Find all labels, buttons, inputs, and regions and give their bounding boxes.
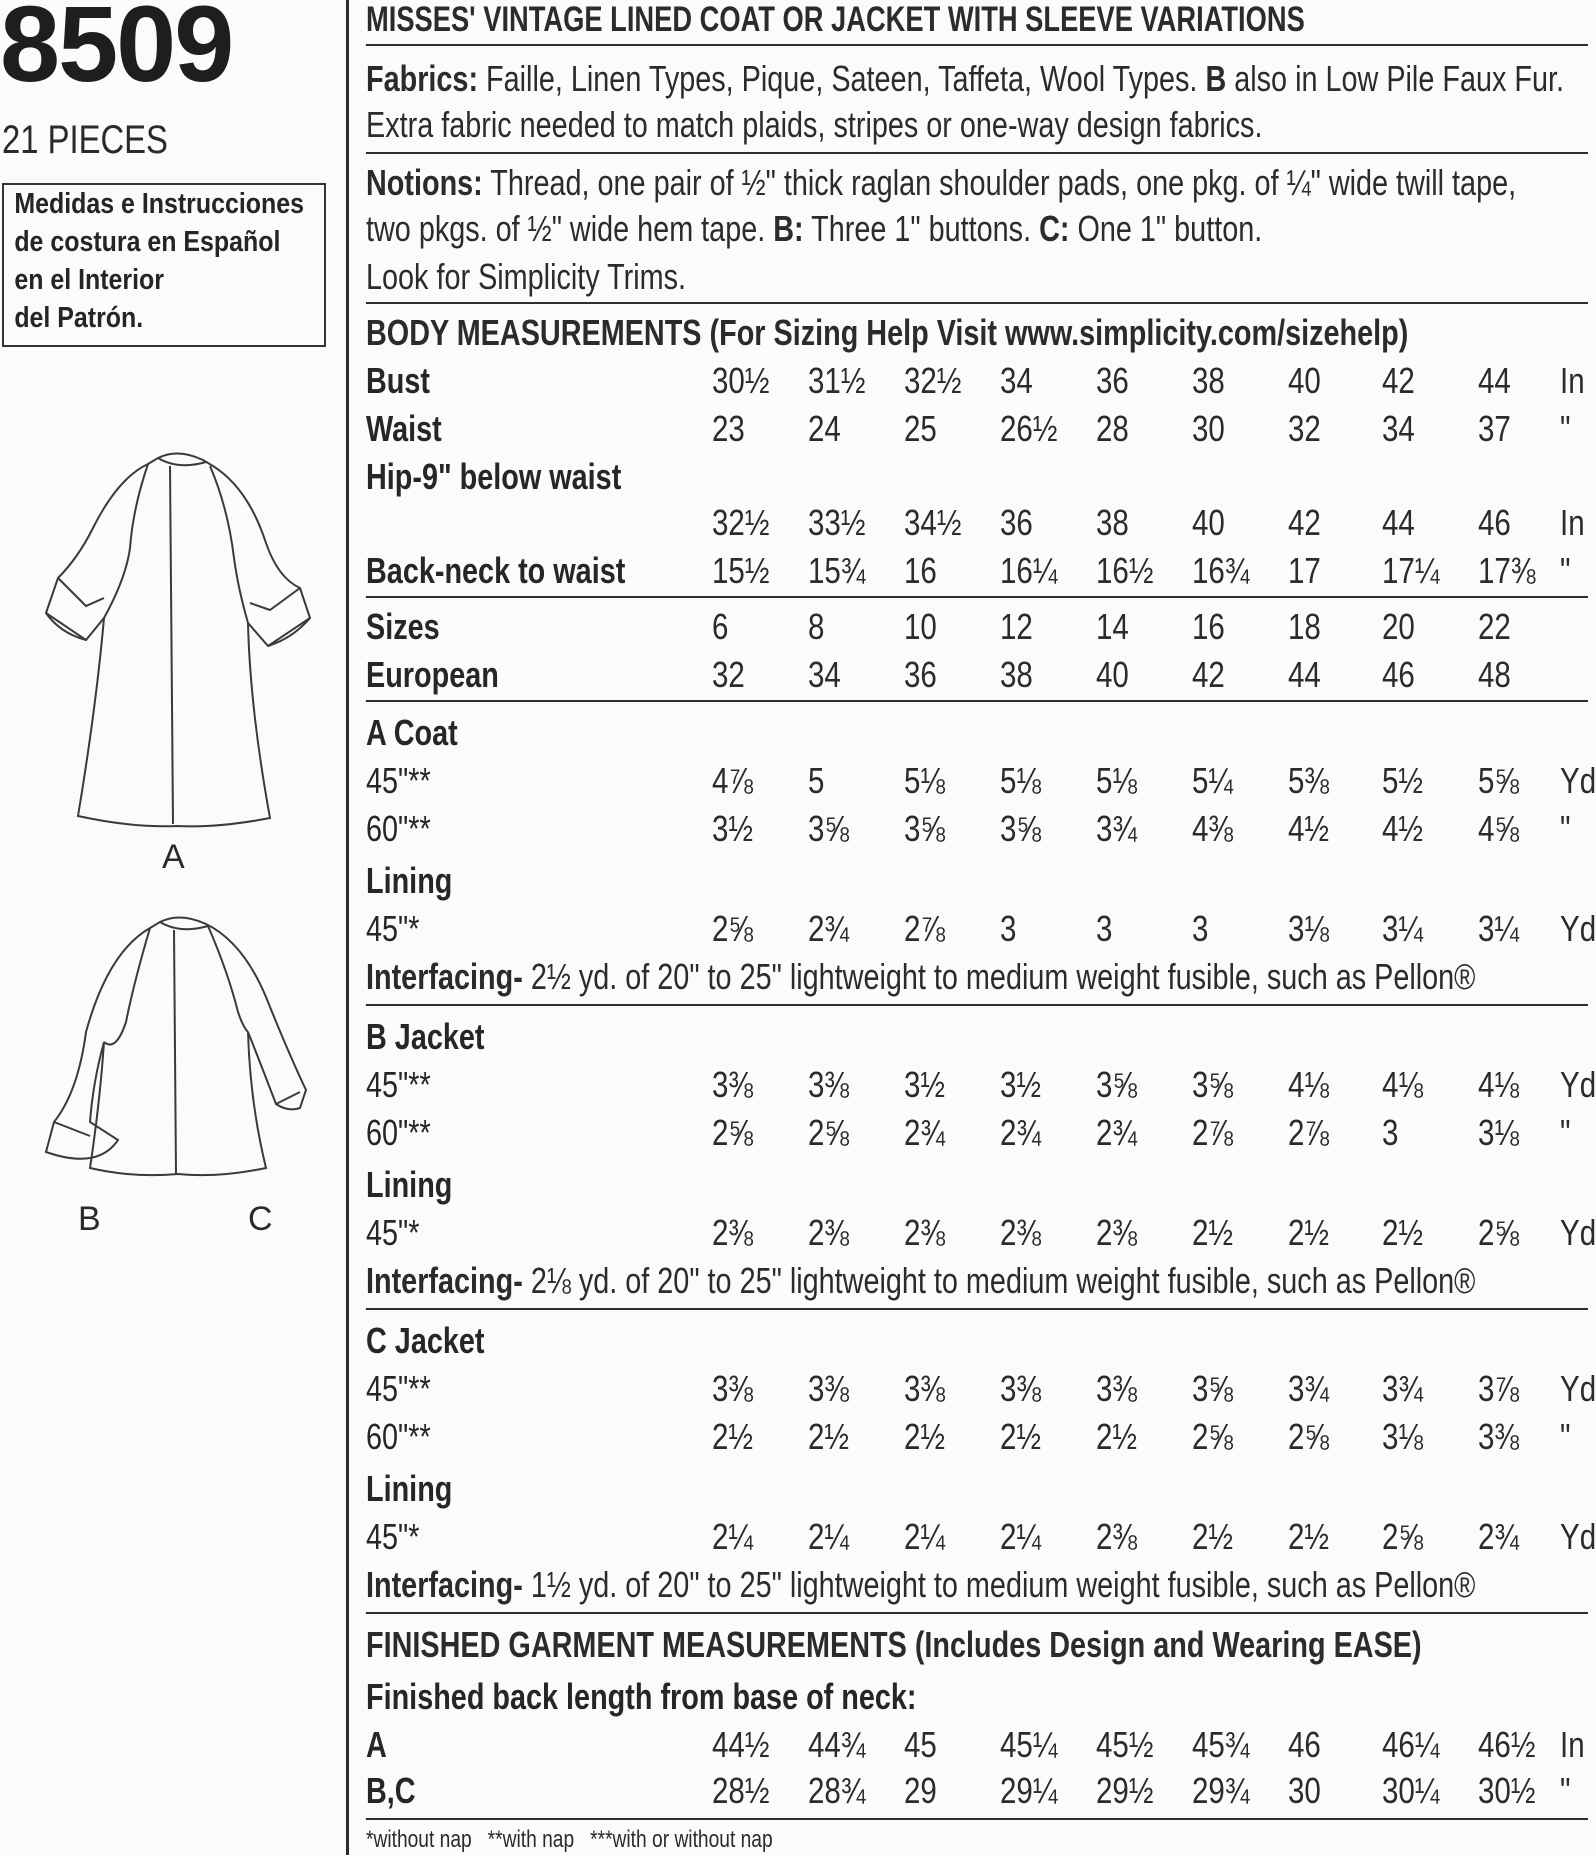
- lining-label: Lining: [366, 1468, 453, 1509]
- value-cell: 4⅛: [1478, 1064, 1520, 1105]
- value-cell: 32½: [904, 360, 962, 401]
- value-cell: 2⅝: [712, 908, 754, 949]
- value-cell: 46: [1382, 654, 1415, 695]
- value-cell: 3⅛: [1382, 1416, 1424, 1457]
- interfacing-line: [366, 1564, 1475, 1606]
- value-cell: 2⅝: [1288, 1416, 1330, 1457]
- value-cell: 37: [1478, 408, 1511, 449]
- finished-measurements-heading: [366, 1624, 1422, 1666]
- value-cell: 3½: [712, 808, 754, 849]
- value-cell: 2⅞: [904, 908, 946, 949]
- value-cell: 29¾: [1192, 1770, 1250, 1811]
- fabrics-line-1: [366, 58, 1564, 100]
- value-cell: 16¼: [1000, 550, 1058, 591]
- lining-label: Lining: [366, 860, 453, 901]
- unit-cell: ": [1560, 1112, 1571, 1153]
- value-cell: 4⅝: [1478, 808, 1520, 849]
- value-cell: 45: [904, 1724, 937, 1765]
- row-label: 45"*: [366, 1516, 420, 1557]
- value-cell: 34: [1000, 360, 1033, 401]
- value-cell: 2⅜: [712, 1212, 754, 1253]
- value-cell: 28: [1096, 408, 1129, 449]
- value-cell: 2½: [808, 1416, 850, 1457]
- value-cell: 3⅜: [808, 1368, 850, 1409]
- unit-cell: Yd: [1560, 760, 1596, 801]
- value-cell: 10: [904, 606, 937, 647]
- value-cell: 45¾: [1192, 1724, 1250, 1765]
- value-cell: 3: [1096, 908, 1113, 949]
- value-cell: 2¾: [904, 1112, 946, 1153]
- value-cell: 2½: [1288, 1516, 1330, 1557]
- interfacing-text: 2½ yd. of 20" to 25" lightweight to medium weight fusible, such as Pellon®: [522, 956, 1476, 997]
- row-label: Bust: [366, 360, 430, 401]
- value-cell: 2⅝: [808, 1112, 850, 1153]
- value-cell: 2¼: [1000, 1516, 1042, 1557]
- value-cell: 29¼: [1000, 1770, 1058, 1811]
- unit-cell: ": [1560, 808, 1571, 849]
- value-cell: 2¾: [1096, 1112, 1138, 1153]
- footnote: *without nap **with nap ***with or without nap: [366, 1826, 773, 1853]
- value-cell: 3⅝: [1000, 808, 1042, 849]
- value-cell: 16: [1192, 606, 1225, 647]
- value-cell: 3⅜: [1478, 1416, 1520, 1457]
- value-cell: 24: [808, 408, 841, 449]
- body-measurements-heading: [366, 312, 1408, 354]
- value-cell: 46: [1478, 502, 1511, 543]
- value-cell: 6: [712, 606, 729, 647]
- body-heading-bold: BODY MEASUREMENTS: [366, 312, 702, 353]
- value-cell: 2½: [904, 1416, 946, 1457]
- fabrics-tail: also in Low Pile Faux Fur.: [1226, 58, 1564, 99]
- row-label: 60"**: [366, 808, 431, 849]
- value-cell: 3⅝: [904, 808, 946, 849]
- value-cell: 3⅜: [1096, 1368, 1138, 1409]
- value-cell: 3: [1382, 1112, 1399, 1153]
- interfacing-text: 2⅛ yd. of 20" to 25" lightweight to medium weight fusible, such as Pellon®: [522, 1260, 1476, 1301]
- value-cell: 2⅞: [1288, 1112, 1330, 1153]
- value-cell: 30: [1192, 408, 1225, 449]
- value-cell: 44: [1382, 502, 1415, 543]
- notions-line-1: [366, 162, 1516, 204]
- interfacing-label: Interfacing-: [366, 1260, 523, 1301]
- row-label: 60"**: [366, 1416, 431, 1457]
- value-cell: 36: [1096, 360, 1129, 401]
- pattern-info-panel: [366, 0, 1596, 1855]
- finished-heading-rest: (Includes Design and Wearing EASE): [906, 1624, 1422, 1665]
- value-cell: 48: [1478, 654, 1511, 695]
- unit-cell: ": [1560, 408, 1571, 449]
- divider: [366, 44, 1588, 46]
- value-cell: 3: [1192, 908, 1209, 949]
- value-cell: 23: [712, 408, 745, 449]
- notions-line-2: [366, 208, 1262, 250]
- value-cell: 18: [1288, 606, 1321, 647]
- value-cell: 3⅛: [1478, 1112, 1520, 1153]
- row-label: A: [366, 1724, 387, 1765]
- value-cell: 28½: [712, 1770, 770, 1811]
- value-cell: 36: [904, 654, 937, 695]
- section-title: C Jacket: [366, 1320, 485, 1361]
- value-cell: 3¼: [1478, 908, 1520, 949]
- unit-cell: In: [1560, 502, 1585, 543]
- divider: [366, 1612, 1588, 1614]
- value-cell: 32: [1288, 408, 1321, 449]
- unit-cell: ": [1560, 1770, 1571, 1811]
- row-label: Sizes: [366, 606, 440, 647]
- value-cell: 44: [1478, 360, 1511, 401]
- value-cell: 5⅝: [1478, 760, 1520, 801]
- notions-text: two pkgs. of ½" wide hem tape.: [366, 208, 774, 249]
- value-cell: 16½: [1096, 550, 1154, 591]
- value-cell: 3⅜: [712, 1368, 754, 1409]
- row-label: 45"**: [366, 760, 431, 801]
- value-cell: 4⅜: [1192, 808, 1234, 849]
- value-cell: 40: [1192, 502, 1225, 543]
- value-cell: 34: [808, 654, 841, 695]
- fabrics-b-label: B: [1205, 58, 1227, 99]
- notions-c-label: C:: [1039, 208, 1070, 249]
- section-title: A Coat: [366, 712, 458, 753]
- finished-heading-bold: FINISHED GARMENT MEASUREMENTS: [366, 1624, 907, 1665]
- notions-label: Notions:: [366, 162, 483, 203]
- value-cell: 30½: [1478, 1770, 1536, 1811]
- value-cell: 46½: [1478, 1724, 1536, 1765]
- value-cell: 4½: [1288, 808, 1330, 849]
- value-cell: 5½: [1382, 760, 1424, 801]
- row-label: Waist: [366, 408, 442, 449]
- value-cell: 4⅞: [712, 760, 754, 801]
- unit-cell: Yd: [1560, 1516, 1596, 1557]
- value-cell: 34½: [904, 502, 962, 543]
- value-cell: 2⅜: [1096, 1516, 1138, 1557]
- value-cell: 3⅝: [1096, 1064, 1138, 1105]
- value-cell: 2¾: [1000, 1112, 1042, 1153]
- pattern-number: 8509: [0, 0, 233, 104]
- value-cell: 2¼: [808, 1516, 850, 1557]
- value-cell: 2⅝: [1382, 1516, 1424, 1557]
- divider: [366, 700, 1588, 702]
- value-cell: 2½: [1192, 1516, 1234, 1557]
- value-cell: 5⅛: [1000, 760, 1042, 801]
- value-cell: 5⅛: [904, 760, 946, 801]
- value-cell: 2¾: [1478, 1516, 1520, 1557]
- value-cell: 29½: [1096, 1770, 1154, 1811]
- unit-cell: In: [1560, 360, 1585, 401]
- value-cell: 30½: [712, 360, 770, 401]
- value-cell: 3¾: [1288, 1368, 1330, 1409]
- value-cell: 34: [1382, 408, 1415, 449]
- pattern-title: MISSES' VINTAGE LINED COAT OR JACKET WITH SLEEVE VARIATIONS: [366, 0, 1305, 39]
- value-cell: 3: [1000, 908, 1017, 949]
- divider: [366, 1818, 1588, 1820]
- value-cell: 30¼: [1382, 1770, 1440, 1811]
- value-cell: 17⅜: [1478, 550, 1536, 591]
- notions-b-label: B:: [773, 208, 804, 249]
- row-label: European: [366, 654, 499, 695]
- value-cell: 30: [1288, 1770, 1321, 1811]
- value-cell: 3⅞: [1478, 1368, 1520, 1409]
- value-cell: 36: [1000, 502, 1033, 543]
- value-cell: 38: [1000, 654, 1033, 695]
- value-cell: 3⅜: [808, 1064, 850, 1105]
- value-cell: 3⅝: [1192, 1368, 1234, 1409]
- value-cell: 2⅝: [1192, 1416, 1234, 1457]
- value-cell: 46: [1288, 1724, 1321, 1765]
- value-cell: 5¼: [1192, 760, 1234, 801]
- value-cell: 42: [1382, 360, 1415, 401]
- value-cell: 17: [1288, 550, 1321, 591]
- value-cell: 3⅝: [808, 808, 850, 849]
- value-cell: 38: [1192, 360, 1225, 401]
- value-cell: 3⅜: [904, 1368, 946, 1409]
- value-cell: 2⅝: [712, 1112, 754, 1153]
- spanish-note-line: del Patrón.: [14, 302, 144, 334]
- value-cell: 16: [904, 550, 937, 591]
- notions-line-3: Look for Simplicity Trims.: [366, 256, 687, 297]
- figure-label-a: A: [162, 838, 185, 876]
- value-cell: 16¾: [1192, 550, 1250, 591]
- lining-label: Lining: [366, 1164, 453, 1205]
- value-cell: 2⅜: [1000, 1212, 1042, 1253]
- notions-c-text: One 1" button.: [1069, 208, 1263, 249]
- row-label: 45"*: [366, 1212, 420, 1253]
- value-cell: 3¾: [1096, 808, 1138, 849]
- row-label: 45"**: [366, 1064, 431, 1105]
- figure-label-c: C: [248, 1200, 273, 1238]
- value-cell: 2⅜: [904, 1212, 946, 1253]
- interfacing-text: 1½ yd. of 20" to 25" lightweight to medium weight fusible, such as Pellon®: [522, 1564, 1476, 1605]
- spanish-note-line: de costura en Español: [14, 226, 281, 258]
- column-divider: [346, 0, 349, 1855]
- spanish-note-line: en el Interior: [14, 264, 165, 296]
- value-cell: 4⅛: [1288, 1064, 1330, 1105]
- value-cell: 25: [904, 408, 937, 449]
- value-cell: 5⅜: [1288, 760, 1330, 801]
- value-cell: 22: [1478, 606, 1511, 647]
- value-cell: 46¼: [1382, 1724, 1440, 1765]
- value-cell: 4⅛: [1382, 1064, 1424, 1105]
- value-cell: 3⅜: [712, 1064, 754, 1105]
- row-label: 45"**: [366, 1368, 431, 1409]
- divider: [366, 1004, 1588, 1006]
- value-cell: 28¾: [808, 1770, 866, 1811]
- interfacing-line: [366, 1260, 1475, 1302]
- value-cell: 12: [1000, 606, 1033, 647]
- fabrics-text: Faille, Linen Types, Pique, Sateen, Taffeta, Wool Types.: [478, 58, 1206, 99]
- spanish-note-box: [2, 183, 326, 347]
- value-cell: 33½: [808, 502, 866, 543]
- figure-label-b: B: [78, 1200, 101, 1238]
- interfacing-label: Interfacing-: [366, 956, 523, 997]
- value-cell: 3¾: [1382, 1368, 1424, 1409]
- value-cell: 3⅛: [1288, 908, 1330, 949]
- value-cell: 2¼: [904, 1516, 946, 1557]
- value-cell: 4½: [1382, 808, 1424, 849]
- value-cell: 2½: [1288, 1212, 1330, 1253]
- value-cell: 2½: [712, 1416, 754, 1457]
- value-cell: 44: [1288, 654, 1321, 695]
- value-cell: 3⅝: [1192, 1064, 1234, 1105]
- value-cell: 5⅛: [1096, 760, 1138, 801]
- divider: [366, 302, 1588, 304]
- value-cell: 26½: [1000, 408, 1058, 449]
- divider: [366, 1308, 1588, 1310]
- notions-text: Thread, one pair of ½" thick raglan shoulder pads, one pkg. of ¼" wide twill tape,: [482, 162, 1517, 203]
- value-cell: 3¼: [1382, 908, 1424, 949]
- fabrics-line-2: Extra fabric needed to match plaids, stripes or one-way design fabrics.: [366, 104, 1263, 145]
- coat-a-back-illustration: [38, 448, 318, 828]
- left-panel: [0, 0, 345, 1855]
- divider: [366, 596, 1588, 598]
- value-cell: 2⅜: [808, 1212, 850, 1253]
- value-cell: 2½: [1096, 1416, 1138, 1457]
- value-cell: 2⅝: [1478, 1212, 1520, 1253]
- row-label: 45"*: [366, 908, 420, 949]
- notions-b-text: Three 1" buttons.: [803, 208, 1040, 249]
- unit-cell: In: [1560, 1724, 1585, 1765]
- value-cell: 44½: [712, 1724, 770, 1765]
- value-cell: 40: [1288, 360, 1321, 401]
- body-heading-rest: (For Sizing Help Visit www.simplicity.com/sizehelp): [701, 312, 1409, 353]
- value-cell: 3½: [904, 1064, 946, 1105]
- value-cell: 2½: [1192, 1212, 1234, 1253]
- value-cell: 45¼: [1000, 1724, 1058, 1765]
- value-cell: 2¼: [712, 1516, 754, 1557]
- value-cell: 44¾: [808, 1724, 866, 1765]
- value-cell: 3½: [1000, 1064, 1042, 1105]
- divider: [366, 152, 1588, 154]
- row-label: Back-neck to waist: [366, 550, 626, 591]
- value-cell: 2⅜: [1096, 1212, 1138, 1253]
- unit-cell: ": [1560, 550, 1571, 591]
- interfacing-label: Interfacing-: [366, 1564, 523, 1605]
- value-cell: 20: [1382, 606, 1415, 647]
- section-title: B Jacket: [366, 1016, 485, 1057]
- piece-count: 21 PIECES: [2, 118, 168, 162]
- value-cell: 32: [712, 654, 745, 695]
- value-cell: 8: [808, 606, 825, 647]
- value-cell: 14: [1096, 606, 1129, 647]
- value-cell: 3⅜: [1000, 1368, 1042, 1409]
- value-cell: 38: [1096, 502, 1129, 543]
- value-cell: 45½: [1096, 1724, 1154, 1765]
- unit-cell: Yd: [1560, 1064, 1596, 1105]
- value-cell: 32½: [712, 502, 770, 543]
- value-cell: 5: [808, 760, 825, 801]
- finished-subheading: Finished back length from base of neck:: [366, 1676, 917, 1717]
- interfacing-line: [366, 956, 1475, 998]
- spanish-note-line: Medidas e Instrucciones: [14, 188, 304, 220]
- value-cell: 15¾: [808, 550, 866, 591]
- value-cell: 40: [1096, 654, 1129, 695]
- row-label: B,C: [366, 1770, 416, 1811]
- value-cell: 42: [1192, 654, 1225, 695]
- value-cell: 2½: [1000, 1416, 1042, 1457]
- row-label: 60"**: [366, 1112, 431, 1153]
- value-cell: 2¾: [808, 908, 850, 949]
- value-cell: 29: [904, 1770, 937, 1811]
- value-cell: 2½: [1382, 1212, 1424, 1253]
- row-label: Hip-9" below waist: [366, 456, 622, 497]
- unit-cell: Yd: [1560, 908, 1596, 949]
- unit-cell: Yd: [1560, 1368, 1596, 1409]
- value-cell: 2⅞: [1192, 1112, 1234, 1153]
- unit-cell: ": [1560, 1416, 1571, 1457]
- value-cell: 17¼: [1382, 550, 1440, 591]
- unit-cell: Yd: [1560, 1212, 1596, 1253]
- fabrics-label: Fabrics:: [366, 58, 479, 99]
- value-cell: 15½: [712, 550, 770, 591]
- value-cell: 31½: [808, 360, 866, 401]
- value-cell: 42: [1288, 502, 1321, 543]
- jacket-bc-back-illustration: [38, 912, 318, 1182]
